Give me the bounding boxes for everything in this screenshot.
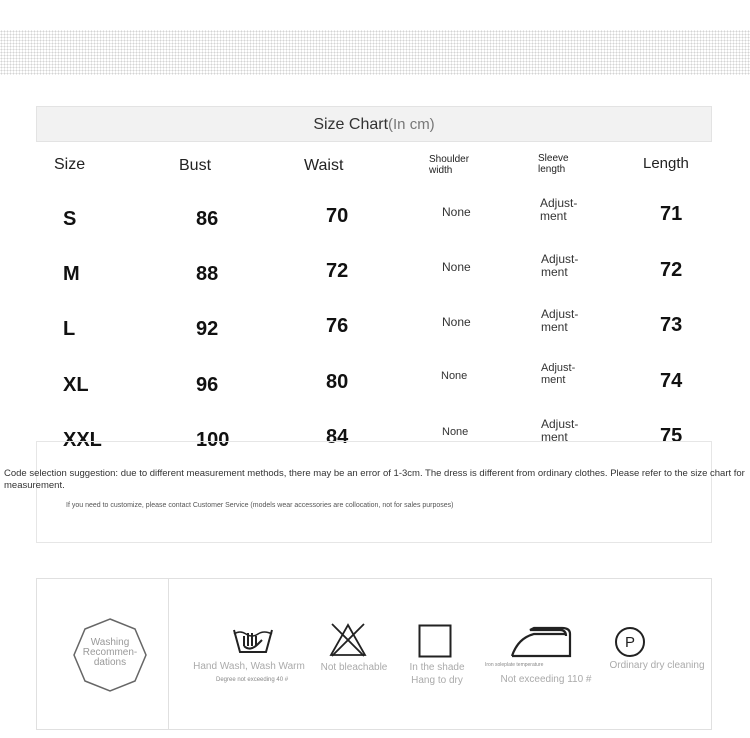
cell-sleeve-line2: ment bbox=[540, 209, 567, 223]
no-bleach-icon bbox=[328, 622, 368, 658]
washing-recommendations bbox=[72, 638, 148, 668]
cell-shoulder: None bbox=[442, 426, 469, 438]
cell-size: L bbox=[63, 318, 76, 340]
header-size: Size bbox=[54, 156, 86, 173]
header-length: Length bbox=[643, 155, 689, 172]
header-waist: Waist bbox=[304, 157, 344, 174]
cell-shoulder: None bbox=[442, 315, 471, 329]
cell-sleeve-line2: ment bbox=[541, 374, 566, 386]
size-chart-title: Size Chart bbox=[313, 116, 389, 133]
cell-bust: 88 bbox=[196, 263, 219, 285]
cell-waist: 84 bbox=[326, 426, 349, 448]
header-shoulder-line2: width bbox=[429, 165, 453, 176]
washing-line1: Washing bbox=[90, 637, 130, 648]
header-sleeve-line1: Sleeve bbox=[538, 153, 569, 164]
washing-line3: dations bbox=[93, 657, 127, 668]
washing-line2: Recommen- bbox=[82, 647, 138, 658]
customize-note: If you need to customize, please contact Customer Service (models wear accessories are collocation, not for sales purposes) bbox=[66, 502, 454, 509]
shade-dry-line1: In the shade bbox=[409, 662, 465, 673]
cell-sleeve bbox=[541, 362, 591, 386]
cell-length: 75 bbox=[660, 425, 683, 447]
cell-sleeve-line1: Adjust- bbox=[541, 417, 579, 431]
no-bleach-label: Not bleachable bbox=[320, 662, 388, 673]
dotted-banner bbox=[0, 30, 750, 75]
shade-dry-line2: Hang to dry bbox=[411, 675, 463, 686]
dry-clean-letter: P bbox=[624, 634, 636, 651]
shade-dry-icon bbox=[418, 624, 452, 658]
cell-size: XXL bbox=[63, 429, 102, 451]
cell-sleeve-line2: ment bbox=[541, 265, 568, 279]
cell-waist: 72 bbox=[326, 260, 349, 282]
cell-bust: 96 bbox=[196, 374, 219, 396]
cell-sleeve-line2: ment bbox=[541, 320, 568, 334]
measurement-note: Code selection suggestion: due to different measurement methods, there may be an error of 1-3cm. The dress is different from ordinary clothes. Please refer to the size chart for measurement. bbox=[4, 468, 745, 491]
cell-shoulder: None bbox=[442, 260, 471, 274]
cell-waist: 80 bbox=[326, 371, 349, 393]
cell-size: XL bbox=[63, 374, 89, 396]
cell-sleeve bbox=[540, 197, 590, 223]
cell-sleeve-line1: Adjust- bbox=[541, 252, 579, 266]
cell-sleeve-line1: Adjust- bbox=[541, 362, 576, 374]
cell-size: S bbox=[63, 208, 77, 230]
shade-dry-label bbox=[404, 661, 470, 687]
cell-length: 72 bbox=[660, 259, 683, 281]
cell-waist: 70 bbox=[326, 205, 349, 227]
header-sleeve-length bbox=[538, 153, 569, 175]
size-chart-title-bar bbox=[36, 106, 712, 142]
cell-length: 73 bbox=[660, 314, 683, 336]
header-shoulder-width bbox=[429, 154, 469, 176]
cell-bust: 92 bbox=[196, 318, 219, 340]
care-divider bbox=[168, 578, 169, 730]
hand-wash-icon bbox=[232, 624, 274, 656]
hand-wash-sub-label: Degree not exceeding 40 # bbox=[216, 677, 289, 683]
cell-sleeve-line1: Adjust- bbox=[540, 196, 578, 210]
cell-bust: 86 bbox=[196, 208, 219, 230]
cell-sleeve bbox=[541, 253, 591, 279]
cell-sleeve bbox=[541, 308, 591, 334]
header-shoulder-line1: Shoulder bbox=[429, 154, 470, 165]
cell-size: M bbox=[63, 263, 80, 285]
note-box bbox=[36, 441, 712, 543]
dry-clean-icon bbox=[614, 626, 646, 658]
hand-wash-label: Hand Wash, Wash Warm bbox=[193, 661, 305, 672]
cell-sleeve-line1: Adjust- bbox=[541, 307, 579, 321]
header-sleeve-line2: length bbox=[538, 164, 566, 175]
cell-length: 74 bbox=[660, 370, 683, 392]
iron-tiny-label: Iron soleplate temperature bbox=[485, 662, 544, 668]
iron-icon bbox=[508, 624, 574, 660]
cell-shoulder: None bbox=[442, 205, 471, 219]
size-chart-unit: (In cm) bbox=[388, 116, 435, 133]
dry-clean-label: Ordinary dry cleaning bbox=[609, 660, 705, 671]
cell-length: 71 bbox=[660, 203, 683, 225]
cell-waist: 76 bbox=[326, 315, 349, 337]
cell-bust: 100 bbox=[196, 429, 230, 451]
iron-label: Not exceeding 110 # bbox=[500, 674, 592, 685]
header-bust: Bust bbox=[179, 157, 212, 174]
cell-sleeve-line2: ment bbox=[541, 430, 568, 444]
cell-shoulder: None bbox=[441, 370, 468, 382]
